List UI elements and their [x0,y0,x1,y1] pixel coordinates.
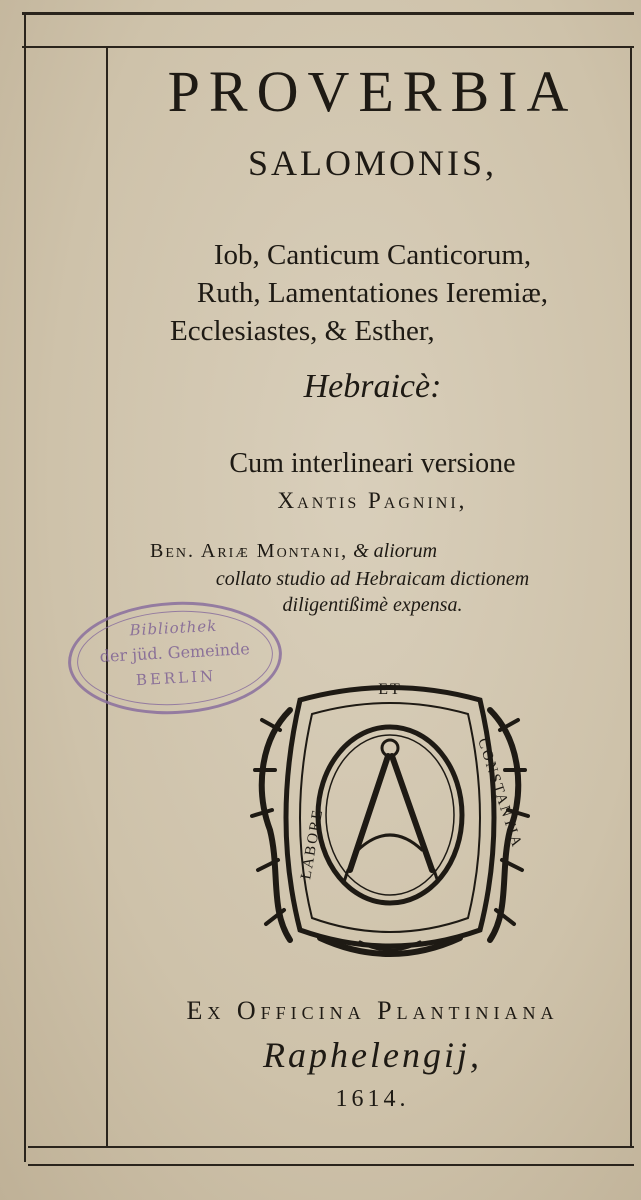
top-rule-inner [22,46,634,48]
motto-right: CONSTANTIA [474,736,525,851]
top-rule-outer [22,12,634,15]
language-line: Hebraicè: [303,368,442,405]
printers-device-compass-emblem [250,670,530,970]
imprint-line-1: Ex Officina Plantiniana [186,996,559,1025]
contents-line-3: Ecclesiastes, & Esther, [170,315,435,347]
motto-top: ET [378,681,402,698]
book-title: PROVERBIA [167,59,578,124]
editor-rest: & aliorum [353,540,438,562]
stamp-line-3: BERLIN [135,666,217,690]
editor-name: Ben. Ariæ Montani, [150,540,349,562]
imprint-printer: Raphelengij, [263,1035,482,1075]
editor-line-2: collato studio ad Hebraicam dictionem [215,568,530,590]
book-subtitle: SALOMONIS, [247,143,498,183]
left-rule-inner [106,46,108,1146]
version-line: Cum interlineari versione [229,448,516,479]
editor-line [150,540,590,563]
stamp-line-1: Bibliothek [129,616,218,640]
stamp-line-2: der jüd. Gemeinde [99,639,251,666]
contents-line-2: Ruth, Lamentationes Ieremiæ, [196,277,549,309]
left-rule-outer [24,12,26,1162]
editor-line-3: diligentißimè expensa. [282,594,463,616]
bottom-rule-outer [28,1164,634,1166]
translator-line: Xantis Pagnini, [277,488,468,513]
bottom-rule-inner [28,1146,634,1148]
contents-line-1: Iob, Canticum Canticorum, [213,239,532,271]
imprint-year: 1614. [335,1086,410,1112]
motto-left: LABORE [298,807,327,881]
